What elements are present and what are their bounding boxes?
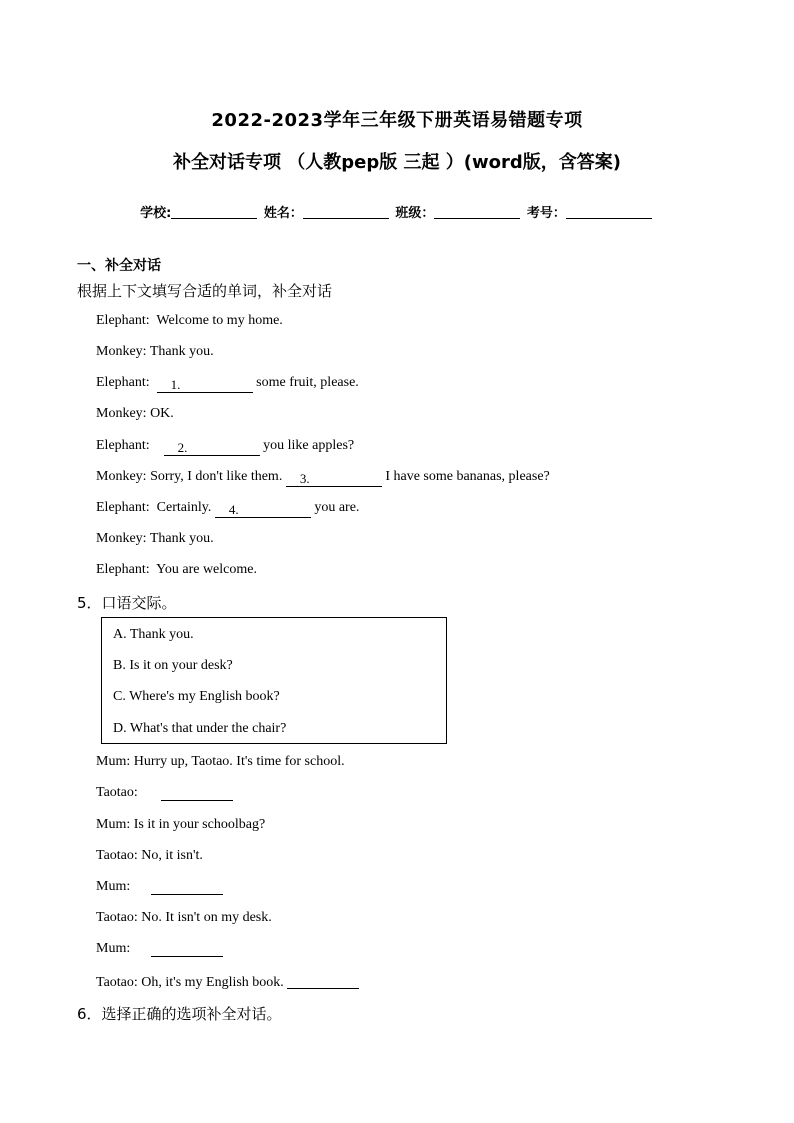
school-label: 学校:	[140, 206, 172, 221]
speaker: Elephant:	[96, 500, 150, 515]
line-text: You are welcome.	[156, 562, 257, 577]
page-title: 2022-2023学年三年级下册英语易错题专项	[211, 110, 583, 131]
student-info-row	[0, 202, 794, 221]
speaker: Mum:	[96, 817, 131, 832]
dialogue-line	[96, 375, 359, 393]
dialogue-line	[96, 910, 272, 926]
speaker: Monkey:	[96, 531, 147, 546]
option-b: B. Is it on your desk?	[113, 658, 233, 673]
option-c: C. Where's my English book?	[113, 689, 280, 704]
answer-blank[interactable]	[151, 879, 223, 895]
line-text: Oh, it's my English book.	[141, 975, 284, 990]
line-text: Hurry up, Taotao. It's time for school.	[133, 754, 345, 769]
speaker: Monkey:	[96, 344, 147, 359]
speaker: Monkey:	[96, 406, 147, 421]
page-subtitle: 补全对话专项 （人教pep版 三起 ）(word版，含答案)	[173, 152, 621, 173]
speaker: Elephant:	[96, 562, 150, 577]
line-text: you are.	[314, 500, 360, 515]
class-field[interactable]	[434, 204, 520, 219]
answer-blank-1[interactable]: 1.	[157, 377, 253, 393]
line-text: you like apples?	[263, 438, 355, 453]
line-text: No, it isn't.	[141, 848, 203, 863]
line-text: Is it in your schoolbag?	[133, 817, 266, 832]
line-text: I have some bananas, please?	[385, 469, 550, 484]
dialogue-line	[96, 848, 203, 864]
dialogue-line	[96, 817, 265, 833]
section-instruction: 根据上下文填写合适的单词，补全对话	[77, 282, 333, 300]
speaker: Elephant:	[96, 375, 150, 390]
question-6-label: 6．选择正确的选项补全对话。	[77, 1005, 282, 1023]
dialogue-line	[96, 562, 257, 578]
dialogue-line	[96, 406, 174, 422]
line-text: some fruit, please.	[256, 375, 359, 390]
line-text: Certainly.	[156, 500, 212, 515]
id-field[interactable]	[566, 204, 652, 219]
line-text: Welcome to my home.	[156, 313, 283, 328]
answer-blank[interactable]	[151, 941, 223, 957]
dialogue-line	[96, 344, 214, 360]
speaker: Elephant:	[96, 438, 150, 453]
id-label: 考号：	[526, 206, 566, 221]
line-text: OK.	[150, 406, 174, 421]
answer-blank[interactable]	[287, 973, 359, 989]
dialogue-line	[96, 500, 359, 518]
answer-blank-3[interactable]: 3.	[286, 471, 382, 487]
answer-blank-2[interactable]: 2.	[164, 440, 260, 456]
speaker: Taotao:	[96, 848, 138, 863]
speaker: Mum:	[96, 941, 131, 956]
line-text: Thank you.	[149, 344, 214, 359]
name-field[interactable]	[303, 204, 389, 219]
dialogue-line	[96, 879, 130, 895]
speaker: Taotao:	[96, 910, 138, 925]
name-label: 姓名：	[263, 206, 303, 221]
line-text: No. It isn't on my desk.	[141, 910, 272, 925]
option-a: A. Thank you.	[113, 627, 194, 642]
line-text: Sorry, I don't like them.	[150, 469, 283, 484]
speaker: Taotao:	[96, 975, 138, 990]
question-5-label: 5．口语交际。	[77, 594, 177, 612]
dialogue-line	[96, 438, 354, 456]
answer-blank[interactable]	[161, 785, 233, 801]
speaker: Taotao:	[96, 785, 138, 800]
speaker: Mum:	[96, 754, 131, 769]
dialogue-line	[96, 785, 138, 801]
speaker: Monkey:	[96, 469, 147, 484]
dialogue-line	[96, 313, 283, 329]
class-label: 班级：	[395, 206, 435, 221]
answer-blank-4[interactable]: 4.	[215, 502, 311, 518]
speaker: Mum:	[96, 879, 131, 894]
option-d: D. What's that under the chair?	[113, 721, 287, 736]
dialogue-line	[96, 973, 359, 991]
speaker: Elephant:	[96, 313, 150, 328]
dialogue-line	[96, 531, 214, 547]
section-heading: 一、补全对话	[77, 258, 161, 274]
dialogue-line	[96, 941, 130, 957]
line-text: Thank you.	[149, 531, 214, 546]
dialogue-line	[96, 754, 345, 770]
dialogue-line	[96, 469, 550, 487]
school-field[interactable]	[171, 204, 257, 219]
